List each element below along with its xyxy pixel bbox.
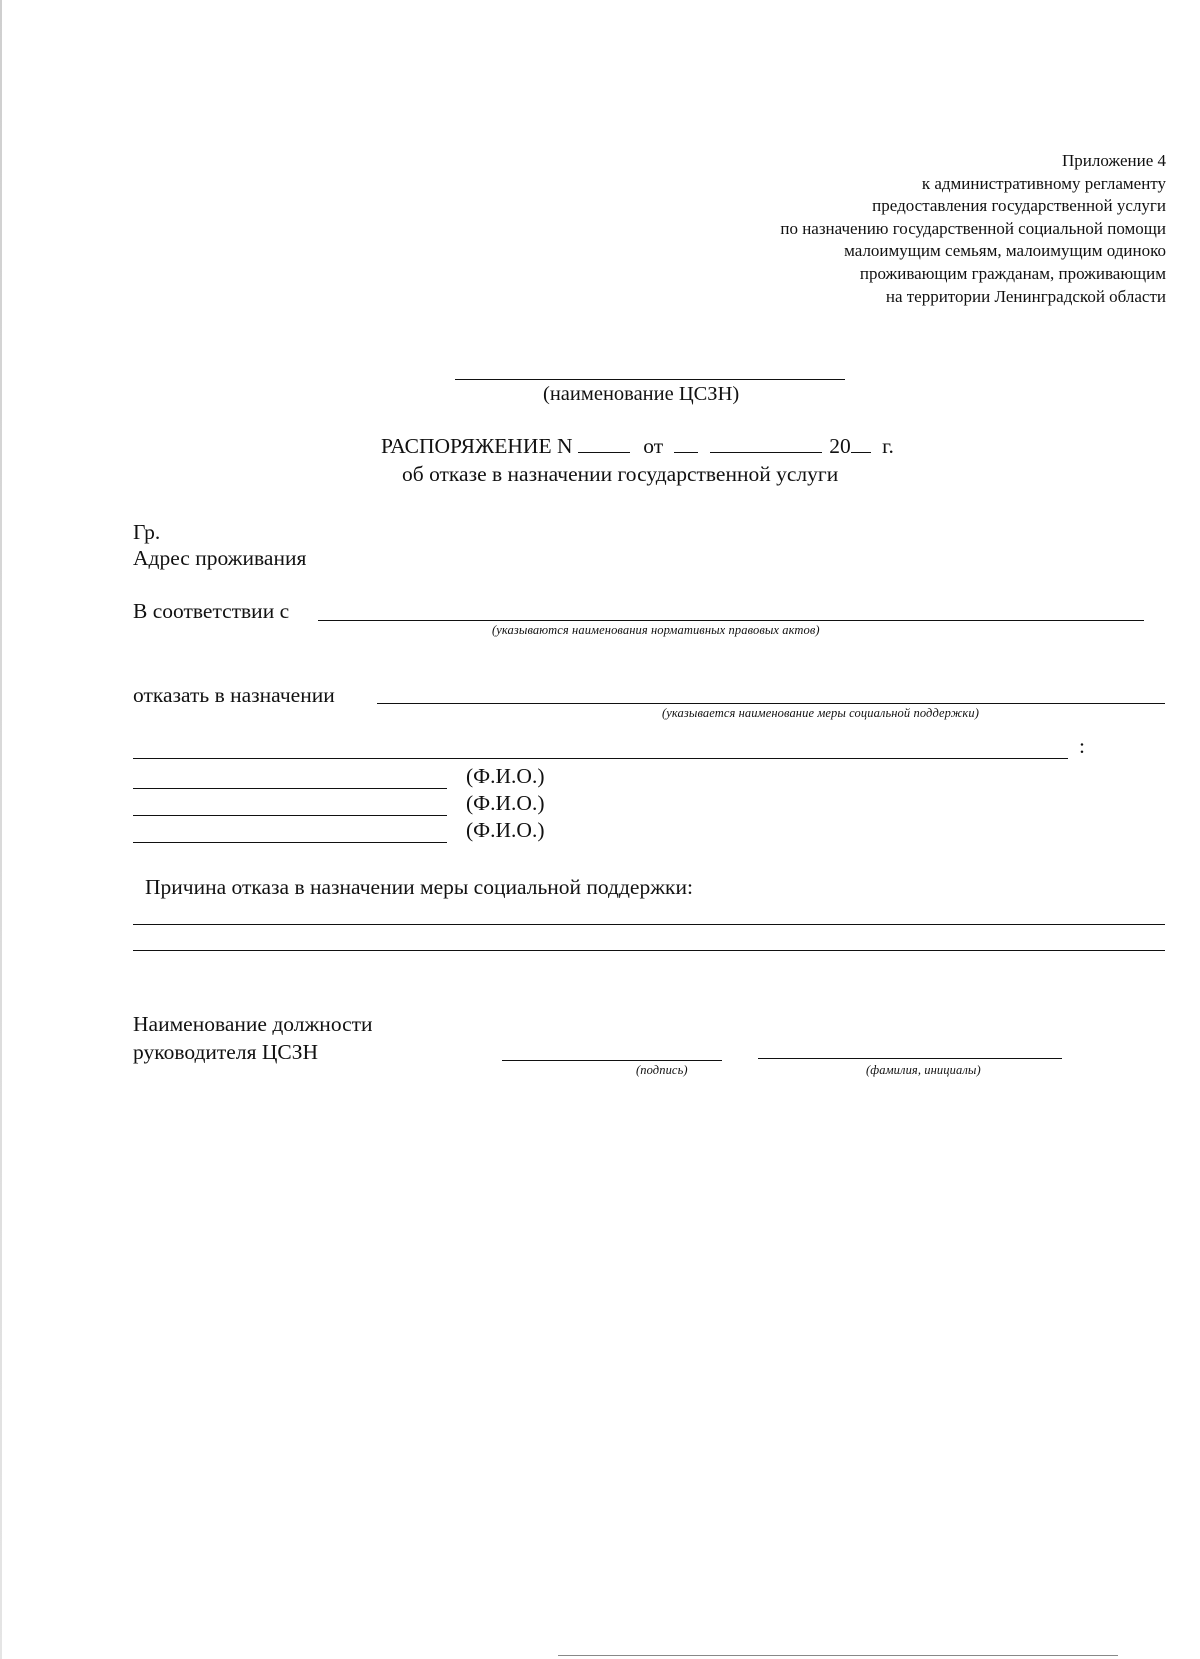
from-label: от [643,434,664,458]
recipients-colon: : [1079,734,1085,758]
order-number-field[interactable] [578,435,630,453]
year-suffix: г. [882,434,894,458]
org-name-field[interactable] [455,379,845,380]
reason-field-line[interactable] [133,950,1165,951]
appendix-line: малоимущим семьям, малоимущим одиноко [844,241,1166,261]
fio-field[interactable] [133,815,447,816]
order-year-field[interactable] [851,435,871,453]
fio-field[interactable] [133,788,447,789]
order-title [381,434,894,459]
reason-field-line[interactable] [133,924,1165,925]
name-initials-field[interactable] [758,1058,1062,1059]
appendix-line: к административному регламенту [921,173,1166,193]
support-measure-hint: (указывается наименование меры социальной поддержки) [662,706,979,720]
position-title-line1: Наименование должности [133,1012,373,1036]
appendix-line: по назначению государственной социальной помощи [780,218,1166,238]
reason-label: Причина отказа в назначении меры социальной поддержки: [145,875,693,899]
order-subtitle: об отказе в назначении государственной услуги [402,462,839,486]
signature-field[interactable] [502,1060,722,1061]
order-label: РАСПОРЯЖЕНИЕ N [381,434,573,458]
signature-hint: (подпись) [636,1063,688,1077]
appendix-line: проживающим гражданам, проживающим [859,263,1166,283]
scan-edge [0,0,2,1659]
order-month-field[interactable] [710,435,822,453]
fio-label: (Ф.И.О.) [466,791,545,815]
appendix-line: Приложение 4 [1062,151,1166,170]
address-label: Адрес проживания [133,546,307,570]
support-measure-field[interactable] [377,703,1165,704]
basis-field[interactable] [318,620,1144,621]
year-prefix: 20 [829,434,851,458]
fio-label: (Ф.И.О.) [466,764,545,788]
appendix-header [606,150,1166,308]
fio-field[interactable] [133,842,447,843]
org-name-caption: (наименование ЦСЗН) [543,383,740,405]
appendix-line: на территории Ленинградской области [885,286,1166,306]
recipients-field[interactable] [133,758,1068,759]
fio-label: (Ф.И.О.) [466,818,545,842]
scan-bottom-mark [558,1655,1118,1656]
position-title-line2: руководителя ЦСЗН [133,1040,318,1064]
citizen-label: Гр. [133,520,161,544]
basis-label: В соответствии с [133,599,290,623]
appendix-line: предоставления государственной услуги [872,196,1166,216]
order-day-field[interactable] [674,435,698,453]
refuse-label: отказать в назначении [133,683,335,707]
name-initials-hint: (фамилия, инициалы) [866,1063,981,1077]
basis-hint: (указываются наименования нормативных правовых актов) [492,623,820,637]
